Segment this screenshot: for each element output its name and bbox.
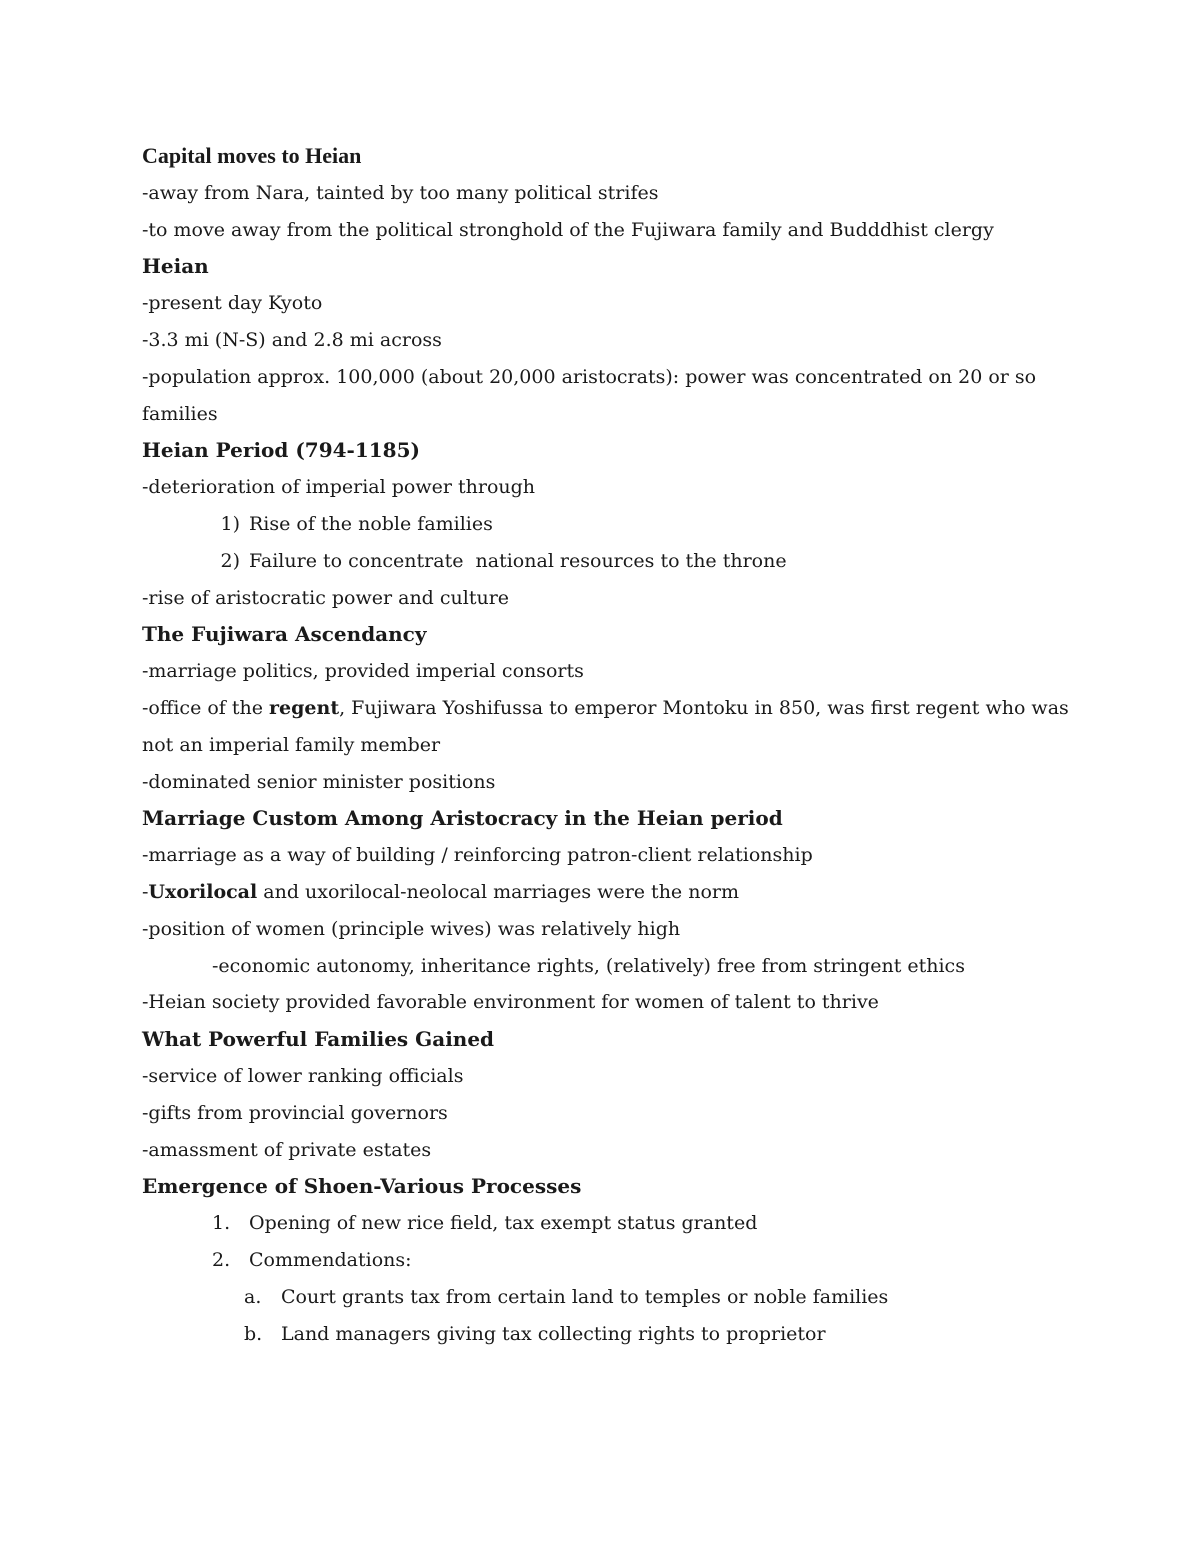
text-segment: and uxorilocal-neolocal marriages were the norm xyxy=(257,880,739,903)
text-line: -rise of aristocratic power and culture xyxy=(142,586,510,609)
text-line: -Heian society provided favorable environment for women of talent to thrive xyxy=(142,991,879,1014)
list-item-text: Failure to concentrate national resources to the throne xyxy=(249,549,787,572)
text-segment: , Fujiwara Yoshifussa to emperor Montoku in 850, was first regent who was xyxy=(339,696,1069,719)
text-line: -marriage politics, provided imperial consorts xyxy=(142,660,584,683)
text-line: -away from Nara, tainted by too many political strifes xyxy=(142,181,659,204)
numbered-list-item xyxy=(142,506,1072,543)
text-line: -present day Kyoto xyxy=(142,292,323,315)
document-body xyxy=(142,138,1072,1352)
text-line-indented: -economic autonomy, inheritance rights, (relatively) free from stringent ethics xyxy=(212,954,965,977)
numbered-list-item xyxy=(142,1205,1072,1242)
text-line: -population approx. 100,000 (about 20,000 aristocrats): power was concentrated on 20 or so xyxy=(142,365,1037,388)
heading-marriage-custom: Marriage Custom Among Aristocracy in the Heian period xyxy=(142,806,783,831)
text-line: -dominated senior minister positions xyxy=(142,770,496,793)
lettered-list-item xyxy=(142,1316,1072,1353)
text-line-regent xyxy=(142,690,1072,727)
bold-term-uxorilocal: Uxorilocal xyxy=(148,880,258,903)
list-letter: b. xyxy=(244,1322,263,1345)
heading-heian: Heian xyxy=(142,254,209,279)
text-line: -to move away from the political stronghold of the Fujiwara family and Budddhist clergy xyxy=(142,218,994,241)
heading-capital-moves: Capital moves to Heian xyxy=(142,143,362,168)
list-number: 1) xyxy=(220,512,240,535)
text-line: -position of women (principle wives) was relatively high xyxy=(142,917,681,940)
numbered-list-item xyxy=(142,543,1072,580)
lettered-list-item xyxy=(142,1279,1072,1316)
heading-heian-period: Heian Period (794-1185) xyxy=(142,438,420,463)
list-item-text: Court grants tax from certain land to temples or noble families xyxy=(281,1285,889,1308)
list-item-text: Rise of the noble families xyxy=(249,512,493,535)
text-line: families xyxy=(142,402,218,425)
text-line: -service of lower ranking officials xyxy=(142,1064,464,1087)
text-line: -deterioration of imperial power through xyxy=(142,476,536,499)
heading-emergence-of-shoen: Emergence of Shoen-Various Processes xyxy=(142,1174,582,1199)
heading-powerful-families: What Powerful Families Gained xyxy=(142,1027,495,1052)
list-item-text: Commendations: xyxy=(249,1248,412,1271)
heading-fujiwara-ascendancy: The Fujiwara Ascendancy xyxy=(142,622,427,647)
text-line: not an imperial family member xyxy=(142,733,441,756)
text-line: -amassment of private estates xyxy=(142,1138,432,1161)
text-line: -3.3 mi (N-S) and 2.8 mi across xyxy=(142,328,442,351)
list-letter: a. xyxy=(244,1285,262,1308)
list-number: 2. xyxy=(212,1248,231,1271)
text-line: -marriage as a way of building / reinforcing patron-client relationship xyxy=(142,844,813,867)
text-line: -gifts from provincial governors xyxy=(142,1101,448,1124)
list-number: 2) xyxy=(220,549,240,572)
list-item-text: Opening of new rice field, tax exempt status granted xyxy=(249,1212,758,1235)
bold-term-regent: regent xyxy=(269,696,340,719)
list-item-text: Land managers giving tax collecting rights to proprietor xyxy=(281,1322,826,1345)
numbered-list-item xyxy=(142,1242,1072,1279)
text-line-uxorilocal xyxy=(142,874,1072,911)
text-segment: - xyxy=(142,880,149,903)
text-segment: -office of the xyxy=(142,696,270,719)
list-number: 1. xyxy=(212,1212,231,1235)
